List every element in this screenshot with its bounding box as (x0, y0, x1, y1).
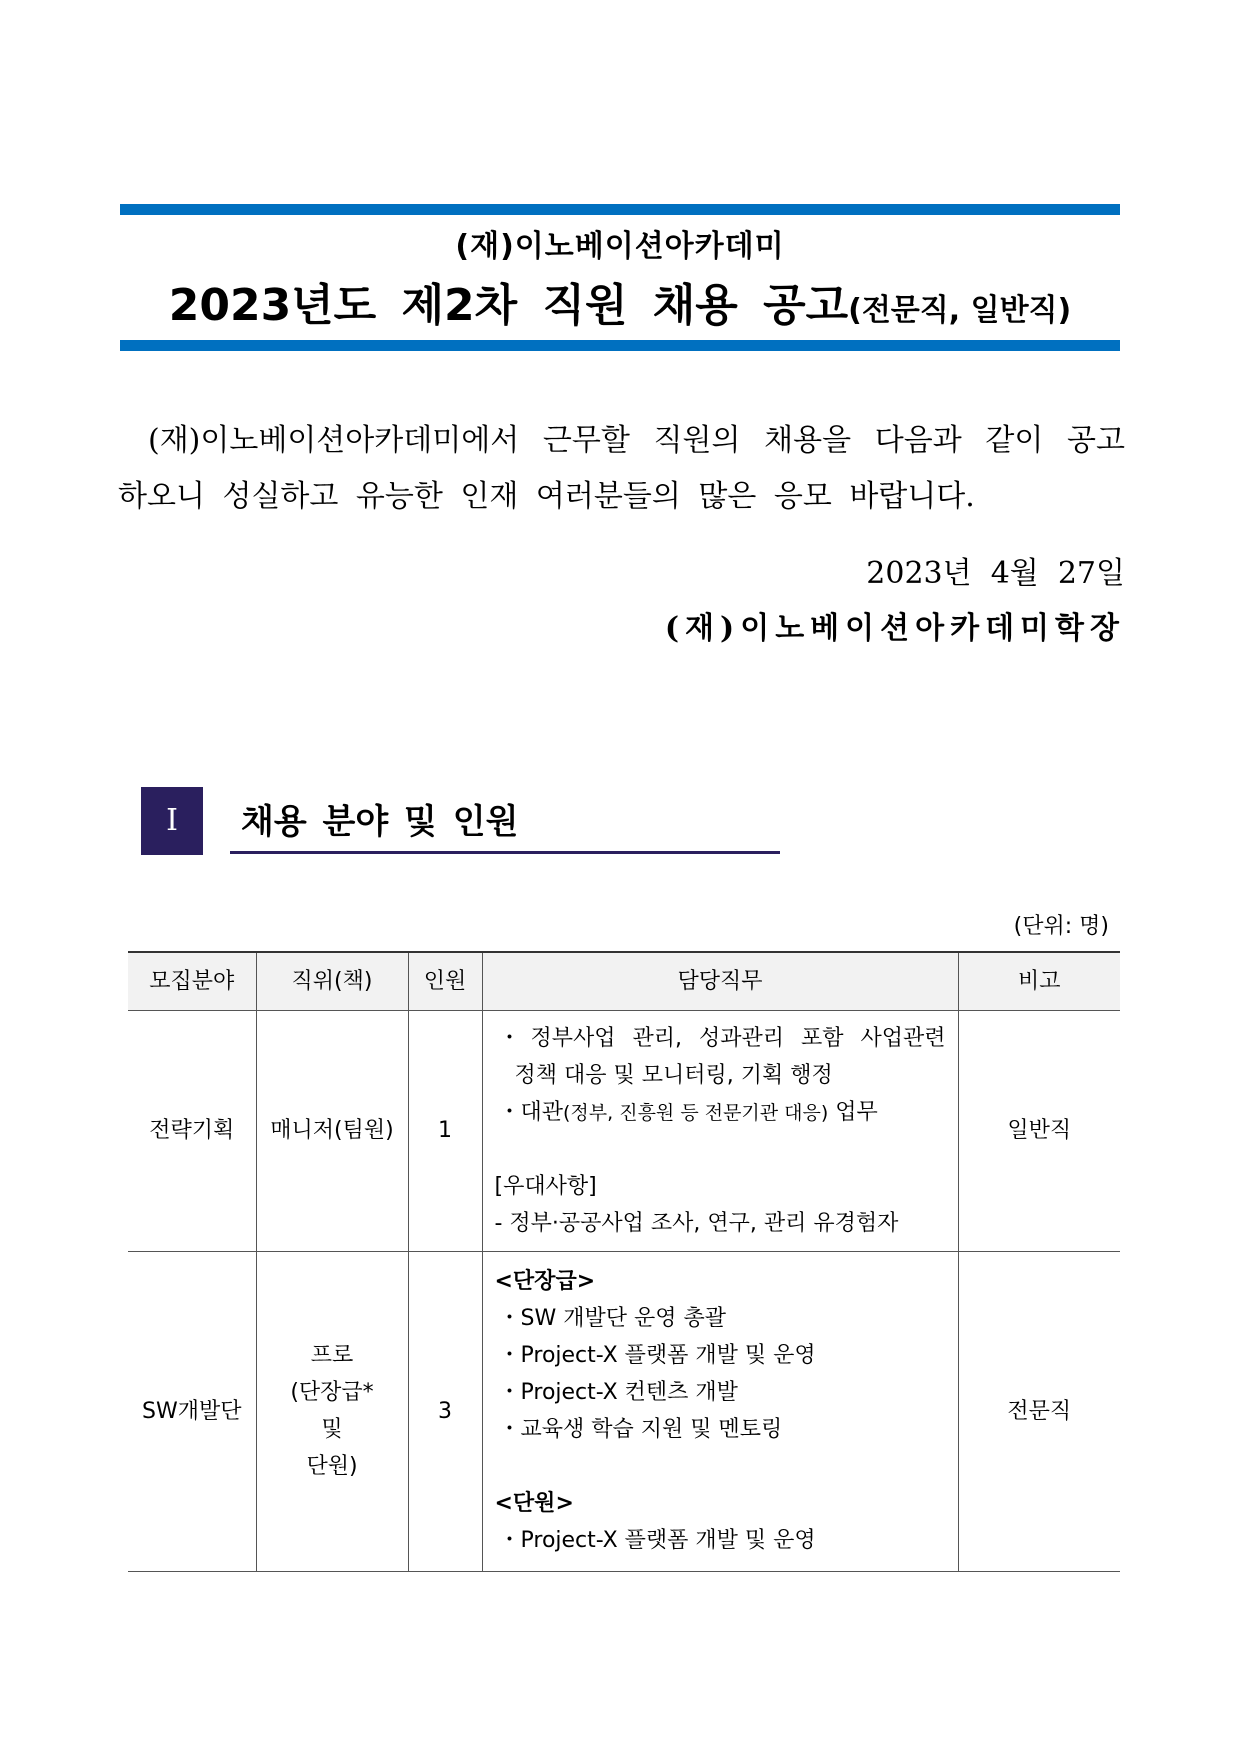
signature: (재)이노베이션아카데미학장 (664, 611, 1125, 646)
position-line: 프로 (310, 1343, 354, 1368)
duty-text: ・대관 (498, 1099, 564, 1125)
title-subtitle: (전문직, 일반직) (848, 293, 1072, 328)
announcement-date: 2023년 4월 27일 (866, 556, 1125, 591)
section-title: 채용 분야 및 인원 (241, 802, 519, 842)
page-title (120, 276, 1120, 336)
blank-line (495, 1131, 946, 1168)
top-blue-rule (120, 204, 1120, 215)
duties-cell (482, 1251, 958, 1571)
preference-label: [우대사항] (494, 1173, 597, 1199)
table-unit-note: (단위: 명) (1013, 914, 1109, 939)
duty-group-label: <단원> (494, 1491, 574, 1516)
header-duties: 담당직무 (482, 952, 958, 1010)
note-cell: 전문직 (958, 1251, 1120, 1571)
table-header-row (128, 952, 1120, 1010)
table-row (128, 1010, 1120, 1251)
duty-bullet: ・정부사업 관리, 성과관리 포함 사업관련 (498, 1025, 946, 1051)
position-line: 단원) (306, 1454, 358, 1479)
position-cell (256, 1010, 408, 1251)
field-cell: 전략기획 (128, 1010, 256, 1251)
duty-text-end: 업무 (828, 1099, 878, 1125)
recruitment-table (128, 951, 1120, 1572)
duty-bullet: ・SW 개발단 운영 총괄 (498, 1306, 726, 1331)
table-row (128, 1251, 1120, 1571)
blank-line (495, 1448, 946, 1485)
duty-continuation: 정책 대응 및 모니터링, 기획 행정 (514, 1062, 833, 1088)
header-count: 인원 (408, 952, 482, 1010)
duty-parenthetical: (정부, 진흥원 등 전문기관 대응) (563, 1101, 829, 1124)
duty-bullet: ・교육생 학습 지원 및 멘토링 (498, 1417, 783, 1442)
section-number-badge: I (141, 787, 203, 855)
header-field: 모집분야 (128, 952, 256, 1010)
section-underline (230, 851, 780, 854)
note-cell: 일반직 (958, 1010, 1120, 1251)
duty-bullet: ・Project-X 플랫폼 개발 및 운영 (498, 1343, 816, 1368)
duty-bullet (495, 1094, 946, 1131)
header-note: 비고 (958, 952, 1120, 1010)
position-line: 및 (321, 1417, 343, 1442)
count-cell: 1 (408, 1010, 482, 1251)
position-line: (단장급* (290, 1380, 374, 1405)
bottom-blue-rule (120, 340, 1120, 351)
count-cell: 3 (408, 1251, 482, 1571)
intro-line-1: (재)이노베이션아카데미에서 근무할 직원의 채용을 다음과 같이 공고 (148, 423, 1125, 458)
intro-line-2: 하오니 성실하고 유능한 인재 여러분들의 많은 응모 바랍니다. (118, 479, 975, 514)
position-cell (256, 1251, 408, 1571)
duty-bullet: ・Project-X 플랫폼 개발 및 운영 (498, 1528, 816, 1553)
preference-item: - 정부·공공사업 조사, 연구, 관리 유경험자 (494, 1210, 899, 1236)
duty-bullet: ・Project-X 컨텐츠 개발 (498, 1380, 738, 1405)
duties-cell (482, 1010, 958, 1251)
duty-group-label: <단장급> (494, 1269, 596, 1294)
title-main: 2023년도 제2차 직원 채용 공고 (168, 280, 849, 331)
header-position: 직위(책) (256, 952, 408, 1010)
position-line: 매니저(팀원) (270, 1118, 394, 1143)
field-cell: SW개발단 (128, 1251, 256, 1571)
organization-name: (재)이노베이션아카데미 (455, 229, 785, 264)
